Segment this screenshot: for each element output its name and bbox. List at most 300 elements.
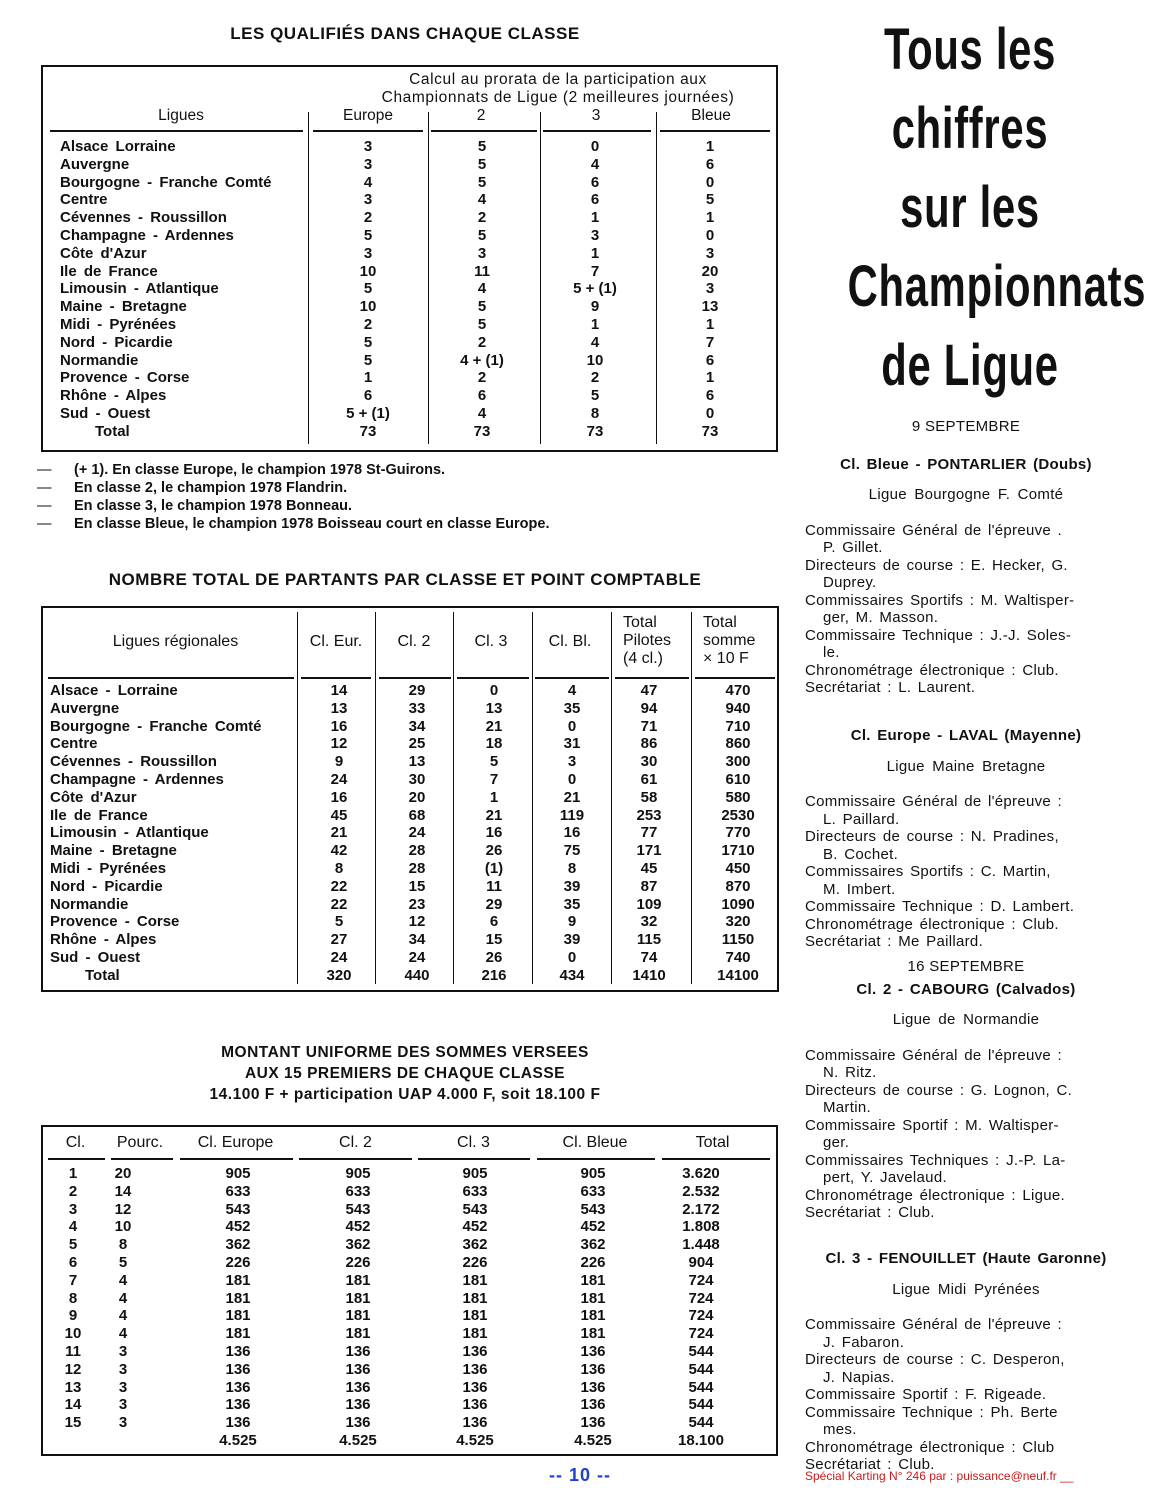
cell-pourc: 8 [118,1236,128,1254]
table-row [43,245,776,263]
table-row [43,1272,776,1290]
cell-c3: 4.525 [456,1431,494,1449]
cell-bl: 31 [563,735,581,753]
cell-c3: 8 [590,404,600,422]
ligue-name: Normandie [60,351,139,369]
qualifies-rows [43,138,776,441]
table-row [43,1201,776,1219]
detail-text: Chronométrage électronique : Club. [805,661,1059,679]
table-row [43,700,777,718]
cell-europe: 5 [363,280,373,298]
event-detail [805,933,1127,951]
cell-c3: 136 [462,1378,488,1396]
cell-c3: 2 [590,369,600,387]
cell-europe: 136 [225,1396,251,1414]
event-detail [805,557,1127,592]
event-detail [805,1386,1127,1404]
cell-europe: 136 [225,1342,251,1360]
header-underline [537,1158,655,1160]
event-class: Cl. Bleue - PONTARLIER (Doubs) [840,455,1092,473]
detail-text: Commissaires Sportifs : C. Martin, [805,863,1051,880]
cell-europe: 633 [225,1182,251,1200]
cell-c3: 136 [462,1342,488,1360]
cell-bleue: 6 [705,351,715,369]
table-row [43,191,776,209]
ligue-name: Nord - Picardie [60,333,173,351]
cell-eur: 42 [330,842,348,860]
table-row [43,138,776,156]
cell-bleue: 226 [580,1253,606,1271]
cell-c3: 73 [586,422,604,440]
cell-som: 580 [725,788,751,806]
title-line: Tous les [883,17,1057,82]
cell-c3: 181 [462,1271,488,1289]
ligue-name: Ile de France [60,262,158,280]
table-row [43,316,776,334]
cell-c3: 136 [462,1414,488,1432]
cell-bl: 0 [567,948,577,966]
header-line: somme [703,632,756,649]
cell-c2: 136 [345,1414,371,1432]
cell-bleue: 13 [701,298,719,316]
calc-note-line2: Championnats de Ligue (2 meilleures journées) [381,89,735,106]
cell-total: 2.172 [682,1200,720,1218]
cell-europe: 226 [225,1253,251,1271]
event-detail [805,679,1127,697]
detail-continuation: L. Paillard. [823,810,900,828]
table-row [43,735,777,753]
cell-pourc: 10 [114,1218,132,1236]
header-total-somme [695,614,775,668]
header-underline [48,1158,105,1160]
cell-bleue: 543 [580,1200,606,1218]
cell-eur: 24 [330,770,348,788]
cell-europe: 10 [359,262,377,280]
cell-eur: 12 [330,735,348,753]
header-underline [662,1158,770,1160]
detail-text: Directeurs de course : C. Desperon, [805,1351,1065,1368]
detail-text: Commissaire Général de l'épreuve : [805,793,1062,810]
ligue-name: Ile de France [50,806,148,824]
cell-c3: 29 [485,895,503,913]
cell-c3: 7 [590,262,600,280]
ligue-name: Limousin - Atlantique [60,280,219,298]
qualifies-table [41,65,778,452]
cell-pourc: 3 [118,1360,128,1378]
montant-line2: AUX 15 PREMIERS DE CHAQUE CLASSE [244,1065,566,1082]
cell-bleue: 6 [705,387,715,405]
cell-cl: 4 [68,1218,78,1236]
cell-c3: 7 [489,770,499,788]
cell-c2: 73 [473,422,491,440]
cell-europe: 4.525 [219,1431,257,1449]
cell-c3: 1 [489,788,499,806]
cell-pil: 86 [640,735,658,753]
cell-pourc: 12 [114,1200,132,1218]
cell-som: 2530 [721,806,755,824]
table-row [43,1236,776,1254]
table-row [43,1165,776,1183]
detail-continuation: J. Fabaron. [823,1333,905,1351]
cell-pourc: 3 [118,1378,128,1396]
sommes-rows [43,1165,776,1450]
header-line: Total [703,614,737,631]
cell-c2: 5 [477,315,487,333]
cell-c2: 136 [345,1342,371,1360]
event-detail [805,1316,1127,1351]
cell-europe: 452 [225,1218,251,1236]
detail-text: Directeurs de course : N. Pradines, [805,828,1059,845]
cell-europe: 181 [225,1271,251,1289]
cell-europe: 5 + (1) [346,404,390,422]
cell-total: 724 [688,1271,714,1289]
table-row [43,1254,776,1272]
cell-pourc: 3 [118,1342,128,1360]
cell-pil: 94 [640,699,658,717]
cell-cl: 9 [68,1307,78,1325]
ligue-name: Sud - Ouest [50,948,141,966]
ligue-name: Côte d'Azur [60,244,147,262]
event-block [805,418,1127,697]
cell-pil: 87 [640,877,658,895]
cell-total: 544 [688,1414,714,1432]
cell-cl: 13 [64,1378,82,1396]
cell-eur: 320 [326,966,352,984]
cell-bl: 0 [567,717,577,735]
cell-som: 1710 [721,842,755,860]
cell-som: 710 [725,717,751,735]
cell-som: 610 [725,770,751,788]
cell-bleue: 181 [580,1271,606,1289]
cell-bleue: 362 [580,1236,606,1254]
title-line: Championnats [847,254,1147,319]
ligue-name: Sud - Ouest [60,404,151,422]
cell-cl: 1 [68,1165,78,1182]
cell-pil: 47 [640,682,658,699]
cell-c3: 6 [590,191,600,209]
header-underline [50,130,303,132]
cell-europe: 3 [363,191,373,209]
event-detail [805,1152,1127,1187]
table-row [43,209,776,227]
table-row [43,682,777,700]
header-line: (4 cl.) [623,650,663,667]
header-cl-3: Cl. 3 [457,1134,490,1151]
header-cl-2: Cl. 2 [339,1134,372,1151]
cell-c2: 34 [408,931,426,949]
table-row [43,1396,776,1414]
cell-c2: 15 [408,877,426,895]
event-detail [805,1047,1127,1082]
header-underline [418,1158,530,1160]
cell-bleue: 6 [705,155,715,173]
partants-rows [43,682,777,985]
cell-c3: 543 [462,1200,488,1218]
header-underline [180,1158,293,1160]
cell-c3: 0 [590,138,600,155]
cell-europe: 905 [225,1165,251,1182]
cell-c2: 5 [477,173,487,191]
ligue-name: Rhône - Alpes [60,387,167,405]
cell-som: 1090 [721,895,755,913]
cell-c2: 68 [408,806,426,824]
cell-cl: 6 [68,1253,78,1271]
header-bleue: Bleue [691,107,731,124]
cell-c3: 21 [485,806,503,824]
note-line [37,515,549,533]
cell-total: 1.808 [682,1218,720,1236]
header-cl-2: Cl. 2 [397,633,431,650]
header-underline [379,677,451,679]
note-dash: — [37,462,52,478]
table-row [43,896,777,914]
table-row [43,1414,776,1432]
cell-c2: 452 [345,1218,371,1236]
cell-total: 2.532 [682,1182,720,1200]
montant-line3: 14.100 F + participation UAP 4.000 F, soit 18.100 F [209,1086,601,1103]
header-line: × 10 F [703,650,749,667]
event-date: 16 SEPTEMBRE [907,958,1025,975]
detail-continuation: pert, Y. Javelaud. [823,1169,947,1186]
table-row [43,1343,776,1361]
event-detail [805,1456,1127,1474]
detail-text: Directeurs de course : G. Lognon, C. [805,1081,1073,1099]
event-ligue: Ligue de Normandie [892,1011,1040,1028]
event-block [805,727,1127,951]
cell-som: 300 [725,753,751,771]
cell-c2: 181 [345,1307,371,1325]
table-row [43,860,777,878]
detail-text: Commissaires Techniques : J.-P. La- [805,1151,1066,1169]
cell-bl: 0 [567,770,577,788]
cell-bleue: 136 [580,1414,606,1432]
cell-bleue: 1 [705,315,715,333]
cell-c2: 5 [477,298,487,316]
cell-cl: 2 [68,1182,78,1200]
cell-bleue: 0 [705,226,715,244]
cell-europe: 3 [363,138,373,155]
cell-europe: 181 [225,1307,251,1325]
cell-eur: 8 [334,859,344,877]
header-underline [313,130,423,132]
cell-c2: 2 [477,369,487,387]
cell-som: 320 [725,913,751,931]
note-dash: — [37,498,52,514]
cell-c3: 21 [485,717,503,735]
total-row [43,967,777,985]
table-row [43,949,777,967]
detail-text: Commissaire Général de l'épreuve : [805,1316,1062,1333]
header-underline [543,130,651,132]
cell-c3: 216 [481,966,507,984]
detail-text: Commissaire Général de l'épreuve : [805,1046,1062,1064]
event-detail [805,522,1127,557]
table-row [43,280,776,298]
cell-c2: 28 [408,842,426,860]
note-dash: — [37,516,52,532]
ligue-name: Provence - Corse [50,913,180,931]
cell-eur: 16 [330,717,348,735]
event-detail [805,1439,1127,1457]
cell-c3: 18 [485,735,503,753]
cell-c3: 26 [485,842,503,860]
cell-c2: 633 [345,1182,371,1200]
header-c3: 3 [591,107,601,124]
cell-bleue: 3 [705,244,715,262]
header-underline [457,677,529,679]
cell-total: 904 [688,1253,714,1271]
montant-line1: MONTANT UNIFORME DES SOMMES VERSEES [221,1044,589,1061]
detail-text: Secrétariat : L. Laurent. [805,679,976,696]
cell-europe: 3 [363,155,373,173]
cell-europe: 543 [225,1200,251,1218]
table-row [43,753,777,771]
cell-c3: 1 [590,209,600,227]
header-cl-3: Cl. 3 [474,633,508,650]
event-detail [805,898,1127,916]
cell-eur: 27 [330,931,348,949]
cell-bleue: 136 [580,1378,606,1396]
ligue-name: Centre [50,735,98,753]
cell-c2: 181 [345,1289,371,1307]
detail-continuation: Martin. [823,1099,871,1116]
cell-bl: 39 [563,877,581,895]
header-cl-eur: Cl. Eur. [309,633,363,650]
detail-continuation: B. Cochet. [823,845,899,863]
event-detail [805,793,1127,828]
detail-text: Commissaire Sportif : F. Rigeade. [805,1386,1047,1403]
header-total: Total [695,1134,730,1151]
event-detail [805,1404,1127,1439]
header-c2: 2 [476,107,486,124]
cell-c2: 23 [408,895,426,913]
event-detail [805,916,1127,934]
cell-bleue: 0 [705,404,715,422]
cell-bl: 35 [563,699,581,717]
detail-continuation: ger. [823,1134,850,1151]
qualifies-title: LES QUALIFIÉS DANS CHAQUE CLASSE [230,24,580,43]
header-cl: Cl. [65,1134,86,1151]
cell-c3: 136 [462,1396,488,1414]
event-class: Cl. 3 - FENOUILLET (Haute Garonne) [825,1250,1107,1267]
total-row [43,1432,776,1450]
cell-c2: 20 [408,788,426,806]
cell-c2: 4 + (1) [460,351,504,369]
cell-total: 544 [688,1342,714,1360]
cell-som: 470 [725,682,751,699]
cell-c2: 226 [345,1253,371,1271]
header-underline [695,677,775,679]
event-detail [805,1117,1127,1152]
detail-text: Commissaire Sportif : M. Waltisper- [805,1116,1059,1134]
cell-c2: 5 [477,138,487,155]
header-ligues-regionales: Ligues régionales [112,633,239,650]
cell-europe: 5 [363,333,373,351]
note-line [37,479,549,497]
cell-pil: 1410 [632,966,666,984]
header-underline [301,677,371,679]
cell-total: 544 [688,1378,714,1396]
event-detail [805,1082,1127,1117]
detail-continuation: ger, M. Masson. [823,609,939,626]
table-row [43,263,776,281]
cell-total: 724 [688,1307,714,1325]
title-line: chiffres [891,96,1049,161]
cell-cl: 7 [68,1271,78,1289]
detail-continuation: N. Ritz. [823,1064,877,1081]
cell-pil: 61 [640,770,658,788]
event-detail [805,1204,1127,1222]
cell-c3: 181 [462,1307,488,1325]
detail-text: Secrétariat : Me Paillard. [805,933,984,950]
cell-c3: 362 [462,1236,488,1254]
cell-c2: 5 [477,226,487,244]
footer-credit: Spécial Karting N° 246 par : puissance@neuf.fr __ [805,1469,1074,1483]
cell-eur: 5 [334,913,344,931]
table-row [43,1325,776,1343]
cell-c3: 11 [486,877,502,895]
cell-c3: 5 + (1) [573,280,617,298]
cell-bleue: 181 [580,1289,606,1307]
cell-total: 18.100 [678,1431,724,1449]
cell-cl: 10 [64,1325,82,1343]
cell-bleue: 0 [705,173,715,191]
table-row [43,1290,776,1308]
cell-c2: 24 [408,824,426,842]
event-ligue: Ligue Maine Bretagne [886,757,1046,775]
cell-c3: 226 [462,1253,488,1271]
cell-eur: 22 [330,895,348,913]
cell-bl: 75 [563,842,581,860]
ligue-name: Centre [60,191,108,209]
cell-total: 724 [688,1325,714,1343]
cell-europe: 73 [359,422,377,440]
table-row [43,1361,776,1379]
cell-europe: 136 [225,1360,251,1378]
cell-bl: 39 [563,931,581,949]
detail-continuation: M. Imbert. [823,880,896,898]
cell-bl: 21 [563,788,581,806]
cell-pourc: 3 [118,1396,128,1414]
note-dash: — [37,480,52,496]
cell-pil: 30 [640,753,658,771]
cell-eur: 45 [330,806,348,824]
cell-cl: 3 [68,1200,78,1218]
ligue-name: Total [95,422,130,440]
note-line [37,461,549,479]
cell-eur: 9 [334,753,344,771]
cell-pil: 45 [640,859,658,877]
header-underline [431,130,537,132]
detail-text: Chronométrage électronique : Ligue. [805,1186,1065,1204]
ligue-name: Normandie [50,895,129,913]
cell-total: 544 [688,1396,714,1414]
table-row [43,369,776,387]
header-pourc: Pourc. [116,1134,164,1151]
cell-europe: 2 [363,315,373,333]
cell-som: 1150 [721,931,755,949]
ligue-name: Bourgogne - Franche Comté [50,717,262,735]
cell-c3: 5 [489,753,499,771]
cell-bleue: 136 [580,1396,606,1414]
header-europe: Europe [343,107,393,124]
cell-europe: 10 [359,298,377,316]
cell-europe: 6 [363,387,373,405]
header-total-pilotes [615,614,687,668]
table-row [43,174,776,192]
event-class: Cl. Europe - LAVAL (Mayenne) [850,727,1082,744]
cell-total: 1.448 [682,1236,720,1254]
